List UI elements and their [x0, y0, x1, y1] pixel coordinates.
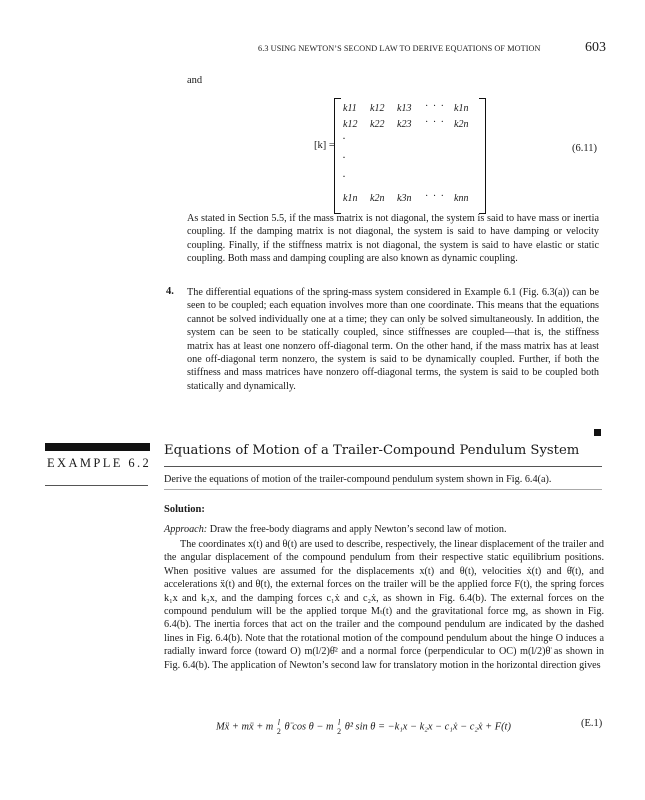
approach-text: Draw the free-body diagrams and apply Newton’s second law of motion.	[207, 524, 507, 535]
end-of-section-mark	[594, 429, 601, 436]
example-label: EXAMPLE 6.2	[47, 456, 152, 470]
approach-label: Approach:	[164, 524, 208, 535]
example-label-rule	[45, 485, 148, 486]
matrix-vertical-dot: ·	[342, 131, 346, 145]
equation-e1-part2: θ̈ cos θ − m	[284, 721, 334, 733]
equation-e1-part1: Mẍ + mẍ + m	[216, 721, 274, 733]
solution-heading: Solution:	[164, 504, 205, 515]
list-item-text: The differential equations of the spring-mass system considered in Example 6.1 (Fig. 6.3(a)) can be seen to be coupled; each equation involves more than one coordinate. This means that the equations cannot be solved individually one at a time; they can only be solved simultaneously. In addition, the system can be seen to be statically coupled, since stiffnesses are coupled—that is, the stiffness matrix has at least one nonzero off-diagonal term. On the other hand, if the mass matrix has at least one off-diagonal term nonzero, the system is said to be dynamically coupled. Further, if both the stiffness and mass matrices have nonzero off-diagonal terms, the system is said to be coupled both statically and dynamically.	[187, 287, 599, 392]
matrix-cell: k2n	[454, 119, 469, 130]
matrix-vertical-dot: ·	[342, 169, 346, 183]
matrix-vertical-dot: ·	[342, 150, 346, 164]
matrix-cell: k2n	[370, 193, 385, 204]
solution-body: The coordinates x(t) and θ(t) are used to describe, respectively, the linear displacement of the trailer and the angular displacement of the compound pendulum from their respective static equilibrium positions. When positive values are assumed for the displacements x(t) and θ(t), velocities ẋ(t) and θ̇(t), and accelerations ẍ(t) and θ̈(t), the external forces on the trailer will be the applied force F(t), the spring forces k₁x and k₂x, and the damping forces c₁ẋ and c₂ẋ, as shown in Fig. 6.4(b). The external forces on the compound pendulum will be the applied torque Mₜ(t) and the gravitational force mg, as shown in Fig. 6.4(b). The inertia forces that act on the trailer and the compound pendulum are indicated by the dashed lines in Fig. 6.4(b). Note that the rotational motion of the compound pendulum about the hinge O induces a radially inward force (toward O) m(l/2)θ̇² and a normal force (perpendicular to OC) m(l/2)θ̈ as shown in Fig. 6.4(b). The application of Newton’s second law for translatory motion in the horizontal direction gives	[164, 539, 604, 671]
matrix-left-bracket	[334, 98, 341, 214]
matrix-cell: · · ·	[425, 117, 445, 128]
matrix-cell: k12	[343, 119, 358, 130]
equation-e1	[216, 718, 511, 736]
matrix-cell: k13	[397, 103, 412, 114]
matrix-cell: k12	[370, 103, 385, 114]
equation-number-6-11: (6.11)	[572, 143, 597, 154]
matrix-lhs: [k] =	[314, 140, 335, 151]
matrix-cell: k23	[397, 119, 412, 130]
matrix-cell: k3n	[397, 193, 412, 204]
example-statement: Derive the equations of motion of the trailer-compound pendulum system shown in Fig. 6.4(a).	[164, 474, 552, 485]
equation-e1-part3: θ̇² sin θ = −k₁x − k₂x − c₁ẋ − c₂ẋ + F(t)	[344, 721, 511, 733]
paragraph-coupling: As stated in Section 5.5, if the mass matrix is not diagonal, the system is said to have mass or inertia coupling. If the damping matrix is not diagonal, the system is said to have damping or velocity coupling. Finally, if the stiffness matrix is not diagonal, the system is said to have elastic or static coupling. Both mass and damping coupling are also known as dynamic coupling.	[187, 213, 599, 265]
fraction-l-over-2: l 2	[337, 718, 342, 736]
equation-number-e1: (E.1)	[581, 718, 603, 729]
fraction-l-over-2: l 2	[276, 718, 281, 736]
running-head: 6.3 USING NEWTON’S SECOND LAW TO DERIVE EQUATIONS OF MOTION	[258, 44, 541, 53]
statement-rule	[164, 489, 602, 490]
example-bar	[45, 443, 150, 451]
matrix-cell: k1n	[454, 103, 469, 114]
matrix-cell: k1n	[343, 193, 358, 204]
matrix-cell: k22	[370, 119, 385, 130]
matrix-cell: · · ·	[425, 101, 445, 112]
page-number: 603	[585, 40, 606, 55]
matrix-cell: k11	[343, 103, 357, 114]
approach-line	[164, 524, 604, 535]
list-item-number: 4.	[166, 286, 174, 297]
example-title-rule	[164, 466, 602, 467]
matrix-cell: · · ·	[425, 191, 445, 202]
intro-and: and	[187, 75, 203, 86]
matrix-cell: knn	[454, 193, 469, 204]
example-title: Equations of Motion of a Trailer-Compound Pendulum System	[164, 443, 580, 458]
